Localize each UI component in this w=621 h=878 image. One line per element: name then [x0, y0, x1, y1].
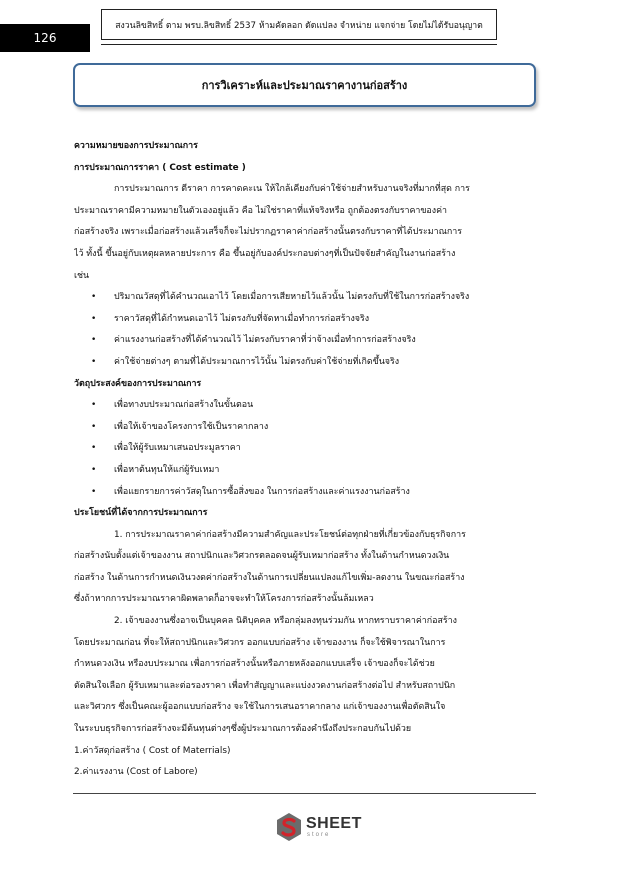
paragraph-line: 2. เจ้าของงานซึ่งอาจเป็นบุคคล นิติบุคคล หรือกลุ่มลงทุนร่วมกัน หากทราบราคาค่าก่อสร้าง — [114, 616, 457, 627]
paragraph-line: ก่อสร้างจริง เพราะเมื่อก่อสร้างแล้วเสร็จก็จะไม่ปรากฏราคาค่าก่อสร้างนั้นตรงกับราคาที่ได้ประมาณการ — [74, 227, 462, 238]
bullet-icon: • — [91, 292, 97, 303]
factors-list — [74, 287, 537, 373]
page-title: การวิเคราะห์และประมาณราคางานก่อสร้าง — [73, 63, 536, 107]
paragraph-line: ก่อสร้าง ในด้านการกำหนดเงินวงดค่าก่อสร้างในด้านการเปลี่ยนแปลงแก้ไขเพิ่ม-ลดงาน ในขณะก่อสร้าง — [74, 572, 465, 583]
paragraph-line: ซึ่งถ้าหากการประมาณราคาผิดพลาดก็อาจจะทำให้โครงการก่อสร้างนั้นล้มเหลว — [74, 594, 374, 605]
bullet-icon: • — [91, 400, 97, 411]
bullet-icon: • — [91, 356, 97, 367]
section-heading-benefits: ประโยชน์ที่ได้จากการประมาณการ — [74, 508, 208, 519]
list-item — [74, 482, 537, 504]
paragraph-line: ในระบบธุรกิจการก่อสร้างจะมีต้นทุนต่างๆซึ่งผู้ประมาณการต้องคำนึงถึงประกอบกันไปด้วย — [74, 724, 412, 735]
section-heading-objectives: วัตถุประสงค์ของการประมาณการ — [74, 378, 202, 389]
copyright-notice: สงวนลิขสิทธิ์ ตาม พรบ.ลิขสิทธิ์ 2537 ห้ามคัดลอก ดัดแปลง จำหน่าย แจกจ่าย โดยไม่ได้รับอนุญาต — [101, 9, 497, 40]
list-item — [74, 460, 537, 482]
list-item — [74, 395, 537, 417]
document-body — [74, 136, 537, 784]
bullet-icon: • — [91, 313, 97, 324]
list-item-text: เพื่อหาต้นทุนให้แก่ผู้รับเหมา — [114, 464, 220, 475]
paragraph-line: เช่น — [74, 270, 90, 281]
list-item — [74, 330, 537, 352]
logo-sub-text: store — [307, 832, 331, 838]
cost-item: 1.ค่าวัสดุก่อสร้าง ( Cost of Materrials) — [74, 745, 231, 756]
list-item-text: ค่าแรงงานก่อสร้างที่ได้คำนวณไว้ ไม่ตรงกับราคาที่ว่าจ้างเมื่อทำการก่อสร้างจริง — [114, 335, 416, 346]
list-item-text: เพื่อให้เจ้าของโครงการใช้เป็นราคากลาง — [114, 421, 269, 432]
objectives-list — [74, 395, 537, 503]
logo-wordmark — [306, 816, 362, 838]
paragraph-line: ประมาณราคามีความหมายในตัวเองอยู่แล้ว คือ ไม่ใช่ราคาที่แท้จริงหรือ ถูกต้องตรงกับราคาของค่า — [74, 205, 448, 216]
list-item — [74, 309, 537, 331]
list-item — [74, 352, 537, 374]
header-divider — [101, 44, 497, 45]
list-item-text: ค่าใช้จ่ายต่างๆ ตามที่ได้ประมาณการไว้นั้น ไม่ตรงกับค่าใช้จ่ายที่เกิดขึ้นจริง — [114, 356, 400, 367]
footer-divider — [73, 793, 536, 794]
paragraph-line: ก่อสร้างนับตั้งแต่เจ้าของงาน สถาปนิกและวิศวกรตลอดจนผู้รับเหมาก่อสร้าง ทั้งในด้านกำหนดวงเงิน — [74, 551, 450, 562]
bullet-icon: • — [91, 443, 97, 454]
list-item-text: เพื่อทางบประมาณก่อสร้างในขั้นตอน — [114, 400, 254, 411]
paragraph-line: กำหนดวงเงิน หรืองบประมาณ เพื่อการก่อสร้างนั้นหรือภายหลังออกแบบเสร็จ เจ้าของก็จะได้ช่วย — [74, 659, 435, 670]
paragraph-line: และวิศวกร ซึ่งเป็นคณะผู้ออกแบบก่อสร้าง จะใช้ในการเสนอราคากลาง แก่เจ้าของงานเพื่อตัดสินใจ — [74, 702, 446, 713]
bullet-icon: • — [91, 486, 97, 497]
paragraph-line: การประมาณการ ตีราคา การคาดคะเน ให้ใกล้เคียงกับค่าใช้จ่ายสำหรับงานจริงที่มากที่สุด การ — [114, 184, 470, 195]
logo-brand-text: SHEET — [306, 815, 362, 832]
list-item-text: ราคาวัสดุที่ได้กำหนดเอาไว้ ไม่ตรงกับที่จัดหาเมื่อทำการก่อสร้างจริง — [114, 313, 370, 324]
paragraph-line: ตัดสินใจเลือก ผู้รับเหมาและต่อรองราคา เพื่อทำสัญญาและแบ่งงวดงานก่อสร้างต่อไป สำหรับสถาปนิก — [74, 680, 456, 691]
s-logo-icon — [276, 812, 302, 842]
bullet-icon: • — [91, 464, 97, 475]
list-item-text: เพื่อให้ผู้รับเหมาเสนอประมูลราคา — [114, 443, 241, 454]
paragraph-line: โดยประมาณก่อน ที่จะให้สถาปนิกและวิศวกร ออกแบบก่อสร้าง เจ้าของงาน ก็จะใช้พิจารณาในการ — [74, 637, 446, 648]
cost-item: 2.ค่าแรงงาน (Cost of Labore) — [74, 767, 198, 778]
bullet-icon: • — [91, 421, 97, 432]
bullet-icon: • — [91, 335, 97, 346]
paragraph-line: ไว้ ทั้งนี้ ขึ้นอยู่กับเหตุผลหลายประการ คือ ขึ้นอยู่กับองค์ประกอบต่างๆที่เป็นปัจจัยสำคัญในงานก่อสร้าง — [74, 248, 456, 259]
list-item — [74, 417, 537, 439]
list-item — [74, 438, 537, 460]
sheet-store-logo — [276, 812, 362, 842]
list-item-text: ปริมาณวัสดุที่ได้คำนวณเอาไว้ โดยเมื่อการเสียหายไว้แล้วนั้น ไม่ตรงกับที่ใช้ในการก่อสร้างจริง — [114, 292, 470, 303]
paragraph-line: 1. การประมาณราคาค่าก่อสร้างมีความสำคัญและประโยชน์ต่อทุกฝ่ายที่เกี่ยวข้องกับธุรกิจการ — [114, 529, 466, 540]
subheading-cost-estimate: การประมาณการราคา ( Cost estimate ) — [74, 162, 246, 173]
section-heading-meaning: ความหมายของการประมาณการ — [74, 141, 198, 151]
list-item-text: เพื่อแยกรายการค่าวัสดุในการซื้อสิ่งของ ในการก่อสร้างและค่าแรงงานก่อสร้าง — [114, 486, 410, 497]
list-item — [74, 287, 537, 309]
page-number: 126 — [0, 24, 90, 52]
